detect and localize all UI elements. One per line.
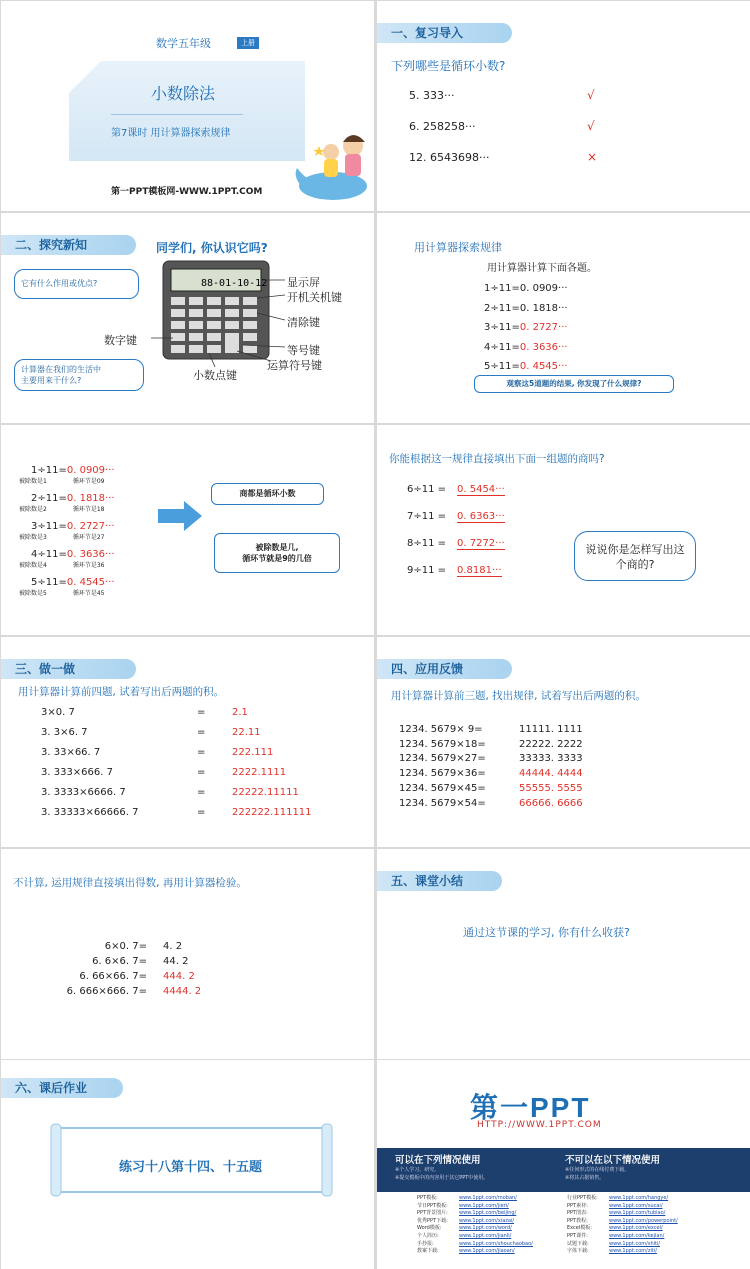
row-expr: 1234. 5679×36= [399,768,486,780]
pattern-row [19,521,115,549]
slide-fill-quotient [377,425,750,635]
row-value: 0. 4545··· [66,577,115,588]
link-label: 优秀PPT下载: [417,1217,448,1224]
link-url[interactable]: www.1ppt.com/hangye/ [609,1195,669,1201]
application-row [399,738,583,753]
forbidden-item: ※将其占据销售。 [565,1175,605,1181]
pattern-list [19,465,115,605]
try-row [41,703,312,723]
row-value: 4. 2 [163,941,183,952]
link-url[interactable]: www.1ppt.com/jieri/ [459,1202,509,1209]
explore-title: 用计算器探索规律 [414,241,502,254]
link-label: PPT图表: [567,1210,588,1217]
row-value: 0. 1818··· [519,302,568,314]
label-dot-key: 小数点键 [193,369,237,382]
row-expr: 3×0. 7 [41,707,75,718]
explore-row [484,357,568,377]
row-value: 0. 1818··· [66,493,115,504]
link-label: 教案下载: [417,1248,439,1255]
link-row [417,1195,533,1203]
row-expr: 5÷11= [484,361,520,372]
no-calc-row [57,984,201,999]
row-value: 22.11 [232,727,261,738]
row-expr: 1234. 5679×18= [399,738,486,750]
slide-pattern [1,425,374,635]
pattern-row [19,493,115,521]
link-label: PPT素材: [567,1202,588,1209]
row-expr: 9÷11 = [407,565,447,576]
link-label: 试题下载: [567,1240,589,1247]
explore-row [484,279,568,299]
row-note [19,476,115,485]
row-expr: 5÷11= [31,577,67,588]
row-value: 0. 0909··· [66,465,115,476]
section-tag: 一、复习导入 [377,23,512,43]
usage-banner [377,1148,750,1192]
calc-display-text: 88-01-10-12 [201,278,268,289]
grade-label: 数学五年级 [156,37,211,50]
row-value: 66666. 6666 [519,797,583,809]
no-calc-row [57,969,201,984]
brand-url: HTTP://WWW.1PPT.COM [477,1120,602,1130]
link-row [567,1225,678,1233]
row-expr: 1÷11= [31,465,67,476]
try-list [41,703,312,823]
row-expr: 1234. 5679×45= [399,782,486,794]
link-row [417,1225,533,1233]
link-url[interactable]: www.1ppt.com/jiaoan/ [459,1248,515,1255]
cycle-note: 循环节是27 [72,534,105,541]
application-row [399,723,583,738]
link-row [417,1210,533,1218]
conclusion-box-2 [214,533,340,573]
no-calc-list [57,939,201,999]
label-operator-key: 运算符号键 [267,359,322,372]
row-value: 0.8181··· [457,565,502,576]
row-value: 0. 3636··· [519,341,568,353]
lesson-title: 小数除法 [151,84,216,103]
cycle-note: 循环节是09 [72,478,105,485]
title-divider [111,114,243,115]
fill-question: 你能根据这一规律直接填出下面一组题的商吗? [389,453,605,465]
review-item-2: 6. 258258··· [409,120,476,133]
row-note [19,588,115,597]
dividend-note: 被除数是2 [19,506,47,513]
link-row [417,1233,533,1241]
quotient-row [407,538,505,565]
volume-badge: 上册 [237,37,259,49]
link-url[interactable]: www.1ppt.com/shiti/ [609,1240,661,1247]
row-expr: 2÷11= [484,302,520,314]
row-value: 222.111 [232,747,274,758]
row-expr: 2÷11= [31,493,67,504]
cycle-note: 循环节是36 [72,562,105,569]
row-value: 22222.11111 [232,787,299,798]
try-row [41,743,312,763]
section-tag: 四、应用反馈 [377,659,512,679]
row-value: 2222.1111 [232,767,287,778]
brand-logo: 第一PPT [470,1092,591,1123]
quotient-row [407,511,505,538]
link-label: 手抄报: [417,1240,434,1247]
link-url[interactable]: www.1ppt.com/tubiao/ [609,1210,666,1217]
no-calc-row [57,939,201,954]
link-url[interactable]: www.1ppt.com/ziti/ [609,1248,657,1255]
row-note [19,560,115,569]
forbidden-title: 不可以在以下情况使用 [565,1155,661,1166]
lesson-subtitle: 第7课时 用计算器探索规律 [111,128,231,139]
row-expr: 3. 33×66. 7 [41,747,101,758]
no-calc-row [57,954,201,969]
row-expr: 6×0. 7= [104,941,147,952]
link-label: PPT模板: [417,1195,438,1201]
row-expr: 8÷11 = [407,538,447,549]
no-calc-prompt: 不计算, 运用规律直接填出得数, 再用计算器检验。 [13,877,247,889]
cycle-note: 循环节是45 [72,590,105,597]
slide-no-calculation [1,849,374,1059]
allowed-title: 可以在下列情况使用 [395,1155,481,1166]
link-row [567,1248,678,1256]
row-expr: 6. 66×66. 7= [79,971,147,982]
check-mark-1: √ [587,88,595,102]
row-expr: 3÷11= [484,322,520,333]
row-value: 55555. 5555 [519,782,583,794]
link-url[interactable]: www.1ppt.com/powerpoint/ [609,1217,678,1224]
right-arrow-icon [158,501,204,531]
slide-application [377,637,750,847]
link-label: PPT背景图片: [417,1210,448,1217]
label-digit-key: 数字键 [104,334,137,347]
row-expr: 3÷11= [31,521,67,532]
link-url[interactable]: www.1ppt.com/shouchaobao/ [459,1240,533,1247]
try-row [41,783,312,803]
row-note [19,532,115,541]
try-row [41,763,312,783]
row-value: 11111. 1111 [519,724,583,735]
row-value: 0. 4545··· [519,361,568,372]
explore-row [484,318,568,338]
dividend-note: 被除数是5 [19,590,47,597]
equals-sign: = [197,707,206,718]
allowed-item: ※个人学习、研究。 [395,1167,440,1173]
row-expr: 3. 333×666. 7 [41,767,113,778]
equals-sign: = [197,727,206,738]
application-row [399,752,583,767]
row-value: 0. 0909··· [519,283,568,294]
links-left [417,1195,533,1256]
pattern-row [19,465,115,493]
slide-title [1,1,374,211]
link-row [567,1210,678,1218]
slide-summary [377,849,750,1059]
row-value: 0. 2727··· [66,521,115,532]
observe-note: 观察这5道题的结果, 你发现了什么规律? [474,375,674,393]
label-equal-key: 等号键 [287,344,320,357]
row-value: 33333. 3333 [519,753,583,765]
row-expr: 1234. 5679×54= [399,797,486,809]
summary-question: 通过这节课的学习, 你有什么收获? [463,926,630,939]
link-row [567,1195,678,1203]
link-url[interactable]: www.1ppt.com/beijing/ [459,1210,517,1217]
pattern-row [19,577,115,605]
dividend-note: 被除数是1 [19,478,47,485]
link-label: 节日PPT模板: [417,1202,448,1209]
section-tag: 六、课后作业 [1,1078,123,1098]
application-prompt: 用计算器计算前三题, 找出规律, 试着写出后两题的积。 [391,690,646,702]
dividend-note: 被除数是3 [19,534,47,541]
box-line-1: 被除数是几, [255,543,299,552]
section-tag: 五、课堂小结 [377,871,502,891]
application-row [399,767,583,782]
explore-row [484,299,568,319]
row-expr: 4÷11= [484,341,520,353]
explore-prompt: 用计算器计算下面各题。 [487,263,597,274]
row-value: 0. 5454··· [457,484,505,495]
quotient-row [407,565,505,592]
row-value: 0. 2727··· [519,322,568,333]
application-list [399,723,583,811]
cross-mark-3: × [587,150,598,164]
row-value: 4444. 2 [163,986,202,997]
application-row [399,797,583,812]
bubble-line-1: 计算器在我们的生活中 [21,365,101,374]
row-value: 22222. 2222 [519,738,583,750]
link-label: 字体下载: [567,1248,589,1255]
equals-sign: = [197,767,206,778]
check-mark-2: √ [587,119,595,133]
dolphin-kids-illustration [293,116,373,211]
allowed-item: ※提交模板中的内容用于其它PPT中使用。 [395,1175,489,1181]
try-row [41,723,312,743]
link-url[interactable]: www.1ppt.com/moban/ [459,1195,517,1201]
application-row [399,782,583,797]
row-expr: 4÷11= [31,549,67,560]
links-right [567,1195,678,1256]
link-label: 个人简历: [417,1232,439,1239]
bubble-line-2: 主要用来干什么? [21,376,82,385]
box-line-2: 循环节就是9的几倍 [242,554,312,563]
row-value: 0. 7272··· [457,538,505,549]
slide-homework [1,1060,374,1269]
equals-sign: = [197,747,206,758]
row-expr: 7÷11 = [407,511,447,522]
pattern-row [19,549,115,577]
link-label: 行业PPT模板: [567,1195,598,1201]
cycle-note: 循环节是18 [72,506,105,513]
quotient-row [407,484,505,511]
explore-list [484,279,568,377]
row-value: 444. 2 [163,971,195,982]
label-display: 显示屏 [287,276,320,289]
link-label: PPT课件: [567,1232,588,1239]
try-row [41,803,312,823]
forbidden-list [565,1166,629,1182]
row-expr: 1234. 5679× 9= [399,724,483,735]
label-power-key: 开机关机键 [287,291,342,304]
row-expr: 1÷11= [484,283,520,294]
link-url[interactable]: www.1ppt.com/sucai/ [609,1202,663,1209]
slide-explore [377,213,750,423]
link-row [417,1248,533,1256]
row-value: 0. 6363··· [457,511,505,522]
review-item-3: 12. 6543698··· [409,151,490,164]
forbidden-item: ※任何形式的在线付费下载。 [565,1167,630,1173]
slide-calculator [1,213,374,423]
link-url[interactable]: www.1ppt.com/kejian/ [609,1232,665,1239]
row-value: 0. 3636··· [66,549,115,560]
link-url[interactable]: www.1ppt.com/word/ [459,1225,512,1232]
slide-review [377,1,750,211]
row-value: 44. 2 [163,956,189,967]
label-clear-key: 清除键 [287,316,320,329]
equals-sign: = [197,787,206,798]
equals-sign: = [197,807,206,818]
row-note [19,504,115,513]
slide-credits [377,1060,750,1269]
section-tag: 三、做一做 [1,659,136,679]
link-label: Word模板: [417,1225,442,1232]
homework-text: 练习十八第十四、十五题 [119,1160,263,1175]
allowed-list [395,1166,488,1182]
row-expr: 6. 666×666. 7= [66,986,147,997]
title-panel [69,61,305,161]
link-url[interactable]: www.1ppt.com/excel/ [609,1225,663,1232]
link-label: PPT教程: [567,1217,588,1224]
explain-bubble: 说说你是怎样写出这个商的? [574,531,696,581]
link-url[interactable]: www.1ppt.com/xiazai/ [459,1217,515,1224]
row-expr: 6÷11 = [407,484,447,495]
conclusion-box-1: 商都是循环小数 [211,483,324,505]
review-question: 下列哪些是循环小数? [391,59,506,73]
row-value: 2.1 [232,707,248,718]
slide-try-it [1,637,374,847]
row-expr: 3. 3333×6666. 7 [41,787,126,798]
dividend-note: 被除数是4 [19,562,47,569]
row-expr: 3. 33333×66666. 7 [41,807,139,818]
row-value: 222222.111111 [232,807,312,818]
row-expr: 6. 6×6. 7= [92,956,147,967]
link-row [567,1233,678,1241]
section-tag: 二、探究新知 [1,235,136,255]
question-bubble-1: 它有什么作用或优点? [14,269,139,299]
panel-corner [69,61,101,93]
row-expr: 3. 3×6. 7 [41,727,88,738]
quotient-list [407,484,505,592]
explore-row [484,338,568,358]
calc-question: 同学们, 你认识它吗? [156,241,268,255]
link-url[interactable]: www.1ppt.com/jianli/ [459,1232,512,1239]
link-label: Excel模板: [567,1225,592,1232]
try-prompt: 用计算器计算前四题, 试着写出后两题的积。 [18,686,225,698]
review-item-1: 5. 333··· [409,89,455,102]
row-expr: 1234. 5679×27= [399,753,486,765]
row-value: 44444. 4444 [519,768,583,780]
site-label: 第一PPT模板网-WWW.1PPT.COM [111,187,263,197]
